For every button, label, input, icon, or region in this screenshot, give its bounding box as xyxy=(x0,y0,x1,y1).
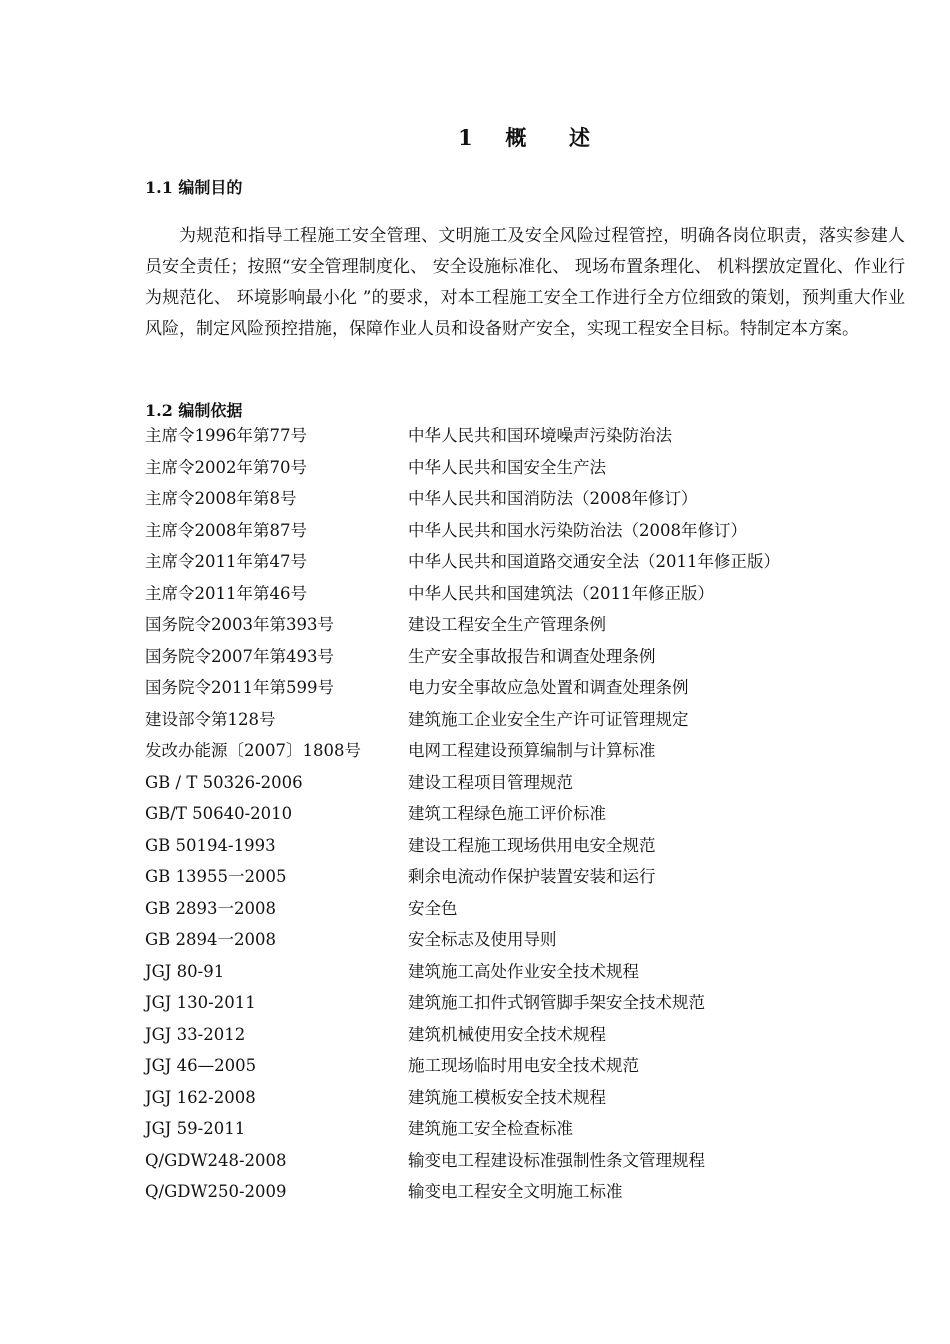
reference-code: GB 50194-1993 xyxy=(145,835,276,855)
reference-row xyxy=(145,1050,845,1082)
reference-code: GB 2893一2008 xyxy=(145,898,277,918)
reference-title: 施工现场临时用电安全技术规范 xyxy=(408,1056,639,1075)
reference-code: 主席令2002年第70号 xyxy=(145,457,307,477)
reference-title: 建筑工程绿色施工评价标准 xyxy=(408,804,606,823)
reference-row xyxy=(145,420,845,452)
reference-row xyxy=(145,704,845,736)
reference-code: JGJ 162-2008 xyxy=(145,1087,256,1107)
reference-code: 国务院令2007年第493号 xyxy=(145,646,334,666)
reference-title: 输变电工程安全文明施工标准 xyxy=(408,1182,623,1201)
reference-title: 安全标志及使用导则 xyxy=(408,930,557,949)
reference-row xyxy=(145,861,845,893)
reference-title: 建筑施工扣件式钢管脚手架安全技术规范 xyxy=(408,993,705,1012)
reference-code: 主席令2008年第8号 xyxy=(145,489,297,508)
reference-row xyxy=(145,924,845,956)
reference-title: 建设工程项目管理规范 xyxy=(408,772,573,792)
reference-row xyxy=(145,546,845,578)
reference-code: JGJ 46—2005 xyxy=(145,1056,257,1075)
reference-title: 电网工程建设预算编制与计算标准 xyxy=(408,741,656,760)
reference-title: 建设工程安全生产管理条例 xyxy=(408,615,606,634)
reference-title: 中华人民共和国道路交通安全法（2011年修正版） xyxy=(408,552,780,571)
reference-row xyxy=(145,956,845,988)
section-heading-purpose: 1.1 编制目的 xyxy=(145,178,243,197)
reference-code: 主席令2011年第47号 xyxy=(145,552,307,571)
section-heading-basis: 1.2 编制依据 xyxy=(145,401,243,420)
reference-row xyxy=(145,483,845,515)
reference-row xyxy=(145,1176,845,1208)
reference-title: 中华人民共和国水污染防治法（2008年修订） xyxy=(408,520,747,540)
reference-row xyxy=(145,798,845,830)
reference-code: GB / T 50326-2006 xyxy=(145,772,303,792)
reference-row xyxy=(145,893,845,925)
reference-title: 输变电工程建设标准强制性条文管理规程 xyxy=(408,1150,705,1170)
chapter-title xyxy=(0,122,950,152)
reference-code: 国务院令2011年第599号 xyxy=(145,678,334,697)
reference-row xyxy=(145,672,845,704)
reference-code: JGJ 80-91 xyxy=(145,961,225,981)
chapter-title-part1: 概 xyxy=(505,125,529,150)
reference-title: 剩余电流动作保护装置安装和运行 xyxy=(408,867,656,886)
reference-row xyxy=(145,1113,845,1145)
reference-code: 建设部令第128号 xyxy=(145,709,276,729)
reference-row xyxy=(145,452,845,484)
reference-title: 电力安全事故应急处置和调查处理条例 xyxy=(408,678,689,697)
reference-list xyxy=(145,420,845,1208)
reference-code: 主席令2011年第46号 xyxy=(145,583,307,603)
reference-row xyxy=(145,767,845,799)
reference-code: 国务院令2003年第393号 xyxy=(145,615,334,634)
reference-title: 中华人民共和国环境噪声污染防治法 xyxy=(408,426,672,445)
reference-code: 主席令1996年第77号 xyxy=(145,426,307,445)
reference-row xyxy=(145,1082,845,1114)
reference-title: 安全色 xyxy=(408,898,458,918)
reference-row xyxy=(145,1019,845,1051)
reference-title: 建设工程施工现场供用电安全规范 xyxy=(408,835,656,855)
reference-title: 建筑施工安全检查标准 xyxy=(408,1119,573,1138)
purpose-paragraph: 为规范和指导工程施工安全管理、文明施工及安全风险过程管控，明确各岗位职责，落实参建人员安全责任；按照“安全管理制度化、 安全设施标准化、 现场布置条理化、 机料摆放定置化、作业行为规范化、 环境影响最小化 ”的要求，对本工程施工安全工作进行全方位细致的策划，预判重大作业风险，制定风险预控措施，保障作业人员和设备财产安全，实现工程安全目标。特制定本方案。 xyxy=(145,226,905,339)
reference-row xyxy=(145,515,845,547)
reference-code: JGJ 130-2011 xyxy=(145,993,256,1012)
reference-code: GB/T 50640-2010 xyxy=(145,804,293,823)
reference-title: 建筑施工高处作业安全技术规程 xyxy=(408,961,639,981)
reference-row xyxy=(145,641,845,673)
reference-code: GB 13955一2005 xyxy=(145,867,287,886)
reference-row xyxy=(145,578,845,610)
reference-code: GB 2894一2008 xyxy=(145,930,277,949)
chapter-title-part2: 述 xyxy=(568,125,592,150)
reference-code: JGJ 59-2011 xyxy=(145,1119,246,1138)
chapter-number: 1 xyxy=(458,125,475,150)
reference-title: 建筑施工模板安全技术规程 xyxy=(408,1087,606,1107)
reference-title: 中华人民共和国建筑法（2011年修正版） xyxy=(408,583,714,603)
reference-title: 建筑施工企业安全生产许可证管理规定 xyxy=(408,709,689,729)
reference-row xyxy=(145,987,845,1019)
reference-row xyxy=(145,735,845,767)
reference-code: 主席令2008年第87号 xyxy=(145,520,307,540)
reference-title: 中华人民共和国安全生产法 xyxy=(408,457,606,477)
reference-title: 建筑机械使用安全技术规程 xyxy=(408,1024,606,1044)
reference-title: 中华人民共和国消防法（2008年修订） xyxy=(408,489,698,508)
reference-row xyxy=(145,609,845,641)
reference-row xyxy=(145,1145,845,1177)
reference-code: Q/GDW248-2008 xyxy=(145,1150,287,1170)
reference-title: 生产安全事故报告和调查处理条例 xyxy=(408,646,656,666)
reference-code: Q/GDW250-2009 xyxy=(145,1182,287,1201)
reference-code: 发改办能源〔2007〕1808号 xyxy=(145,741,361,760)
reference-row xyxy=(145,830,845,862)
reference-code: JGJ 33-2012 xyxy=(145,1024,246,1044)
